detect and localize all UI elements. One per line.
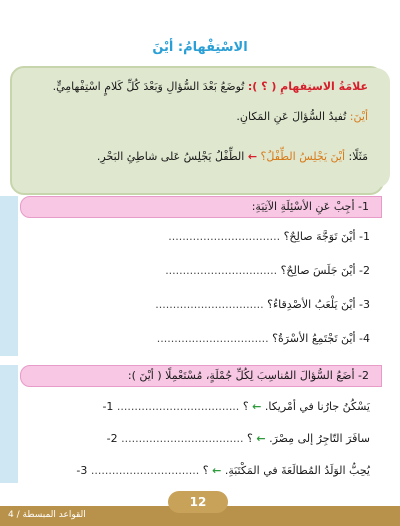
- answer-blank[interactable]: ...................................: [116, 400, 240, 413]
- exercise1-item-4: [30, 332, 370, 345]
- side-strip-2: [0, 365, 18, 483]
- exercise1-item-3: [30, 298, 370, 311]
- green-arrow-icon: ←: [256, 432, 266, 445]
- answer-blank[interactable]: ...............................: [155, 298, 264, 311]
- rule-example: [97, 150, 368, 163]
- item-question: أيْنَ جَلَسَ صالِحٌ؟: [280, 264, 356, 277]
- page-number: 12: [168, 491, 228, 513]
- exercise2-item-3: [30, 464, 370, 477]
- lesson-title: الاسْتِفْهامُ: أيْنَ: [152, 40, 248, 55]
- green-arrow-icon: ←: [212, 464, 222, 477]
- answer-blank[interactable]: ................................: [165, 264, 278, 277]
- item-number: 3-: [76, 464, 88, 477]
- book-title: القواعد المبسطة / 4: [8, 510, 86, 520]
- rule-text-2: تُفيدُ السُّؤالَ عَنِ المَكانِ.: [236, 110, 347, 123]
- rule-box: [10, 66, 384, 195]
- rule-line-1: [53, 80, 368, 93]
- exercise1-header: 1- أجِبْ عَنِ الأسْئِلَةِ الآتِيَةِ:: [251, 200, 369, 213]
- example-arrow-icon: ←: [247, 150, 258, 163]
- item-question: أيْنَ تَجْتَمِعُ الأسْرَةُ؟: [272, 332, 356, 345]
- item-sentence: سافَرَ التّاجِرُ إلى مِصْرَ.: [269, 432, 370, 445]
- rule-label-1: علامَةُ الاستِفهامِ ( ؟ ):: [247, 80, 368, 93]
- exercise1-item-2: [30, 264, 370, 277]
- exercise1-header-bar: [20, 196, 382, 218]
- item-question: أيْنَ تَوَجَّهَ صالِحٌ؟: [283, 230, 356, 243]
- exercise2-item-1: [30, 400, 370, 413]
- question-mark: ؟: [242, 400, 249, 413]
- example-question: أيْنَ يَجْلِسُ الطِّفْلُ؟: [260, 150, 346, 163]
- exercise2-header: 2- أضَعُ السُّؤالَ المُناسِبَ لِكُلِّ جُمْلَةٍ، مُسْتَعْمِلًا ( أيْنَ ):: [127, 369, 369, 382]
- answer-blank[interactable]: ...................................: [121, 432, 244, 445]
- item-number: 1-: [102, 400, 114, 413]
- exercise2-item-2: [30, 432, 370, 445]
- item-number: 2-: [359, 264, 370, 277]
- answer-blank[interactable]: ...............................: [90, 464, 200, 477]
- question-mark: ؟: [202, 464, 209, 477]
- exercise1-item-1: [30, 230, 370, 243]
- example-label: مَثَلًا:: [348, 150, 368, 163]
- item-number: 4-: [359, 332, 370, 345]
- item-number: 2-: [106, 432, 118, 445]
- item-question: أيْنَ يَلْعَبُ الأصْدِقاءُ؟: [267, 298, 356, 311]
- question-mark: ؟: [247, 432, 253, 445]
- rule-text-1: تُوضَعُ بَعْدَ السُّؤالِ وَبَعْدَ كُلِّ كَلامٍ اسْتِفْهامِيٍّ.: [52, 80, 245, 93]
- answer-blank[interactable]: ................................: [168, 230, 281, 243]
- rule-line-2: [236, 110, 368, 123]
- rule-label-2: أيْنَ:: [349, 110, 368, 123]
- green-arrow-icon: ←: [252, 400, 262, 413]
- item-number: 1-: [359, 230, 370, 243]
- item-sentence: يَسْكُنُ جارُنا في أمْريكا.: [264, 400, 370, 413]
- example-answer: الطِّفْلُ يَجْلِسُ عَلى شاطِئِ البَحْرِ.: [96, 150, 245, 163]
- rule-box-tab: [370, 68, 390, 188]
- item-number: 3-: [359, 298, 370, 311]
- item-sentence: يُحِبُّ الوَلَدُ المُطالَعَةَ في المَكْتَبَةِ.: [224, 464, 370, 477]
- exercise2-header-bar: [20, 365, 382, 387]
- side-strip-1: [0, 196, 18, 356]
- answer-blank[interactable]: ................................: [156, 332, 269, 345]
